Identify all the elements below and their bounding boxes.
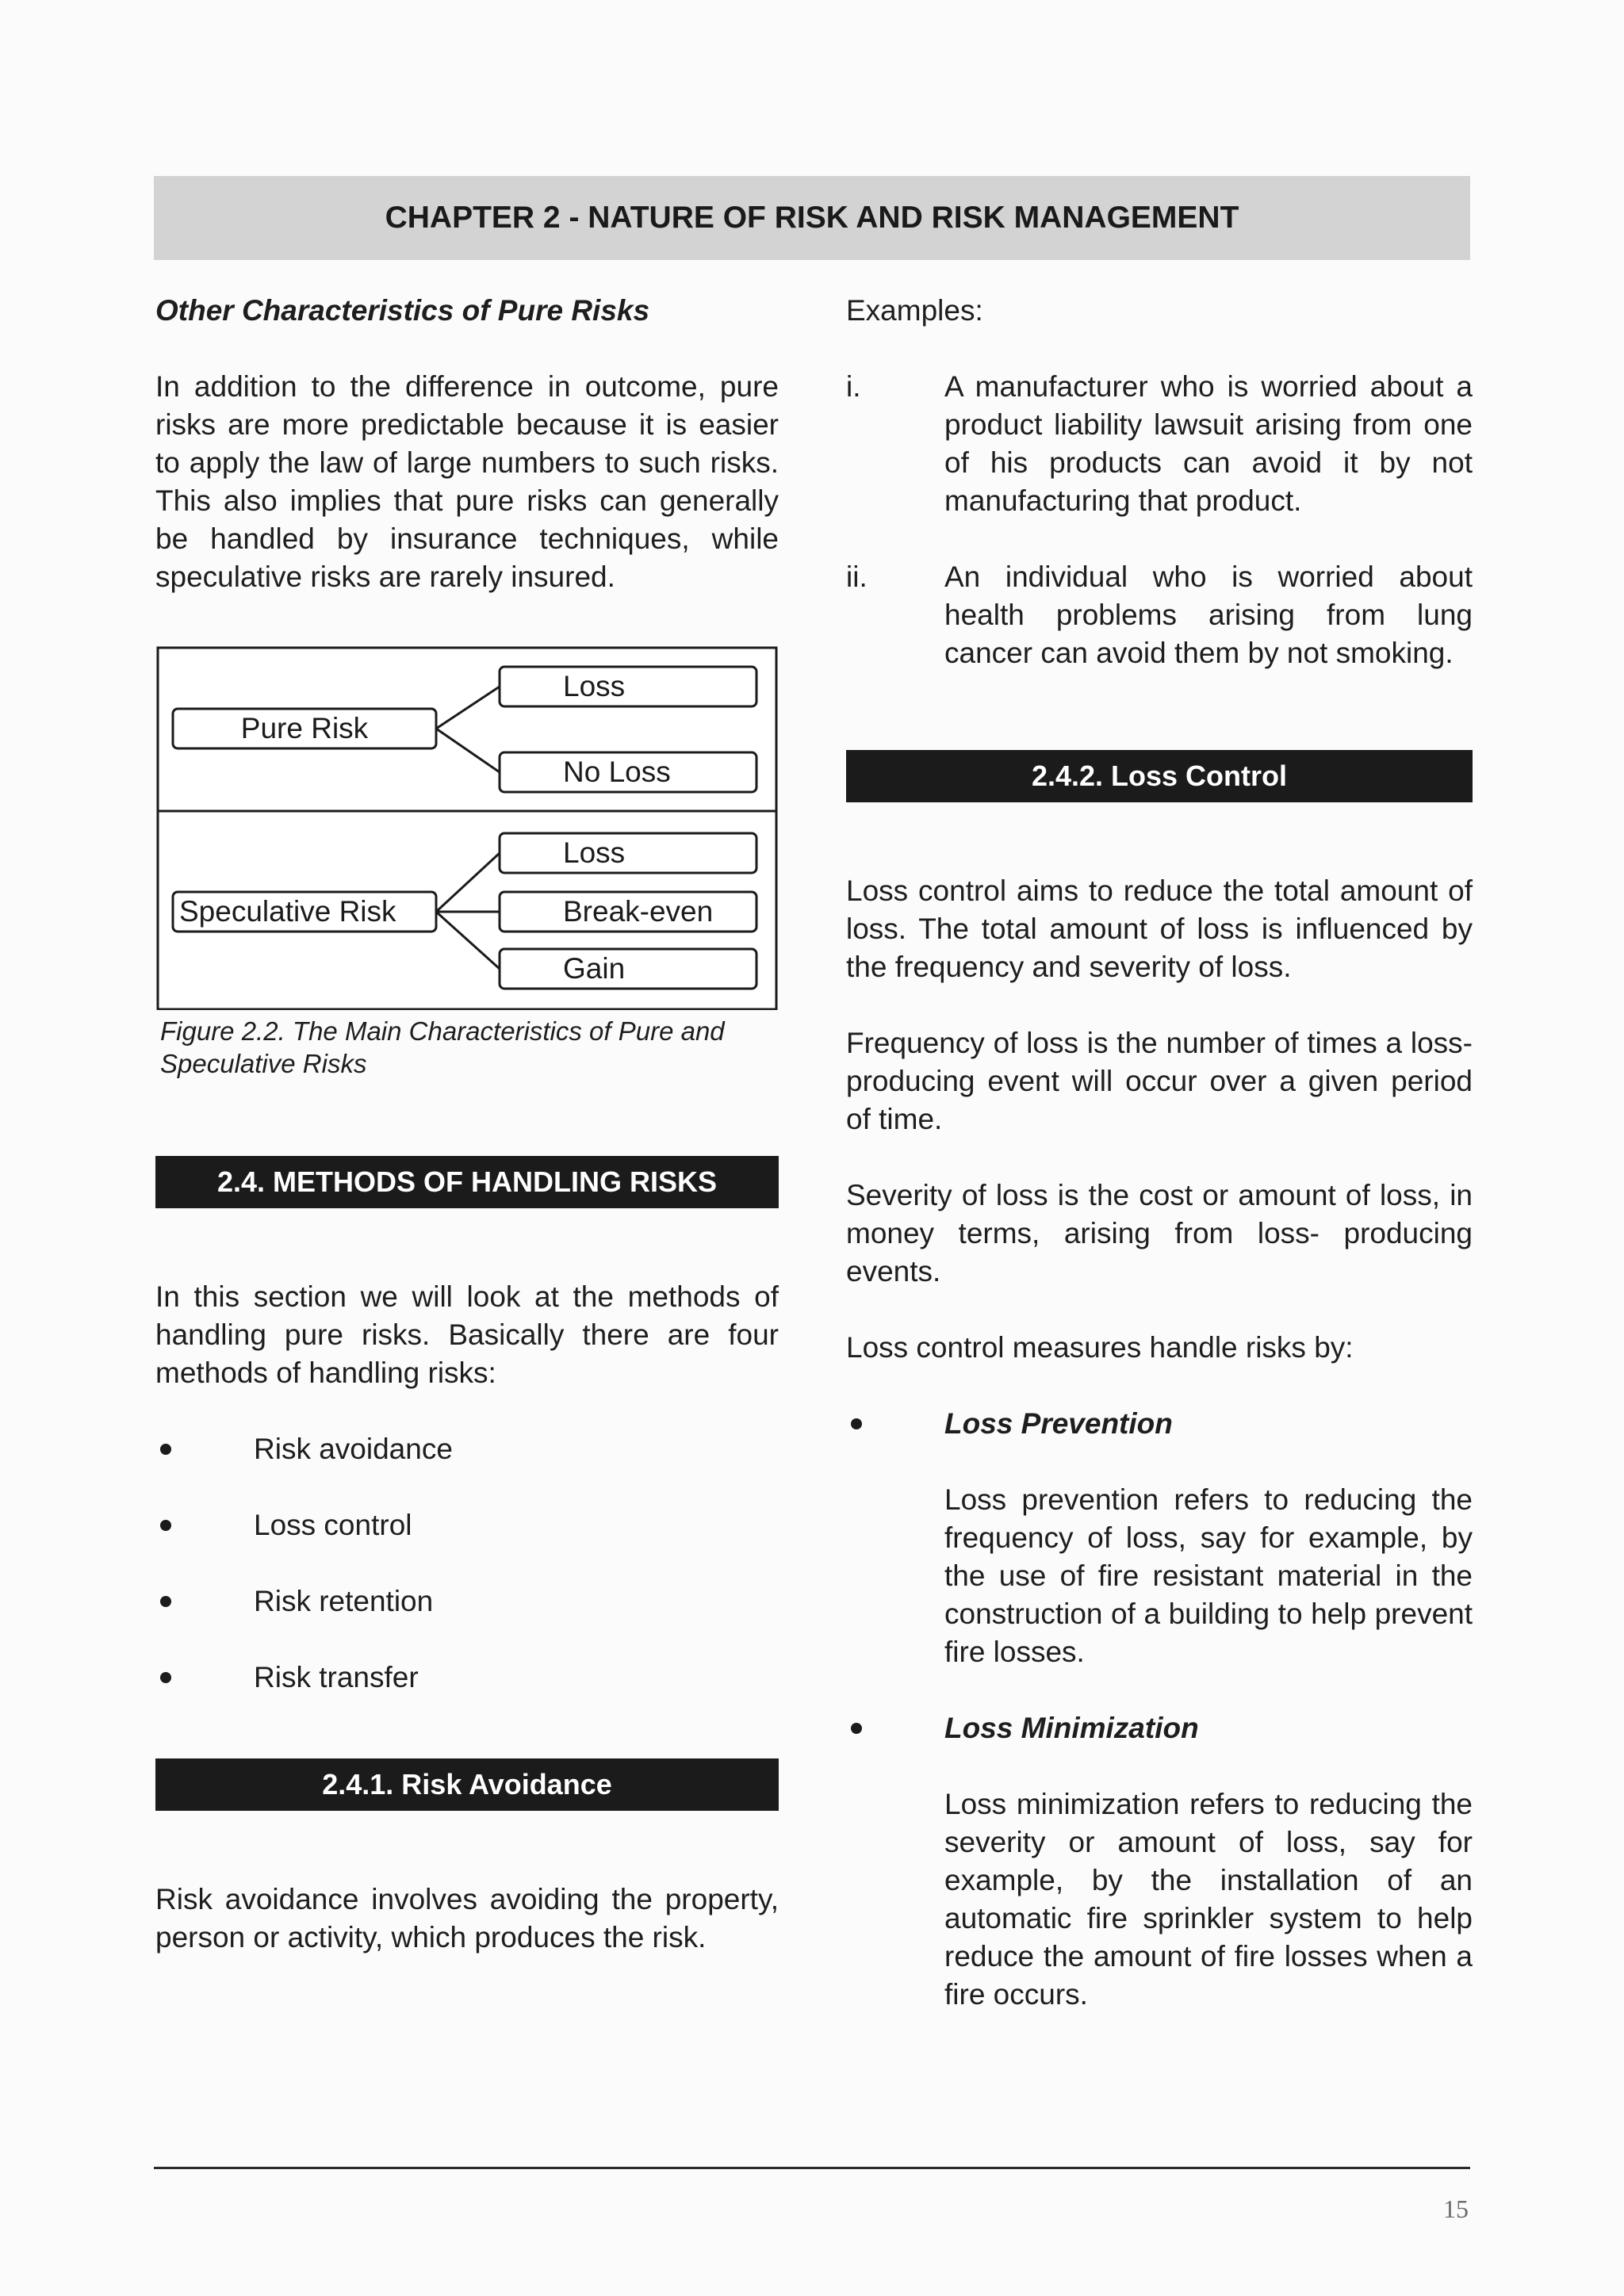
example-number: i.	[846, 370, 861, 403]
bullet-icon	[160, 1444, 171, 1455]
left-column	[155, 292, 779, 1957]
example-text: A manufacturer who is worried about a product liability lawsuit arising from one of his products can avoid it by not manufacturing that product.	[944, 370, 1473, 517]
method-label: Risk transfer	[254, 1661, 419, 1693]
method-label: Risk retention	[254, 1585, 434, 1617]
loss-prevention-title: Loss Prevention	[944, 1407, 1173, 1440]
section-heading-risk-avoidance-text: 2.4.1. Risk Avoidance	[322, 1768, 612, 1800]
risk-avoidance-paragraph: Risk avoidance involves avoiding the property, person or activity, which produces the risk.	[155, 1883, 779, 1954]
loss-prevention-item	[846, 1405, 1473, 1443]
loss-minimization-title: Loss Minimization	[944, 1712, 1199, 1744]
example-text: An individual who is worried about health problems arising from lung cancer can avoid them by not smoking.	[944, 561, 1473, 669]
speculative-risk-label: Speculative Risk	[179, 895, 396, 928]
method-label: Loss control	[254, 1509, 412, 1541]
chapter-title: CHAPTER 2 - NATURE OF RISK AND RISK MANAGEMENT	[385, 201, 1239, 235]
bullet-icon	[851, 1418, 862, 1429]
diagram-svg	[155, 645, 779, 1010]
spec-outcome-gain-box	[500, 949, 756, 989]
intro-paragraph: In addition to the difference in outcome, pure risks are more predictable because it is easier to apply the law of large numbers to such risks. This also implies that pure risks can generally be handled by insurance techniques, while speculative risks are rarely insured.	[155, 370, 779, 593]
loss-control-paragraph-1: Loss control aims to reduce the total amount of loss. The total amount of loss is influenced by the frequency and severity of loss.	[846, 874, 1473, 983]
examples-label: Examples:	[846, 294, 983, 327]
figure-caption: Figure 2.2. The Main Characteristics of Pure and Speculative Risks	[160, 1016, 725, 1078]
risk-characteristics-diagram	[155, 645, 779, 1010]
pure-risk-label: Pure Risk	[240, 712, 369, 744]
section-heading-methods	[155, 1156, 779, 1208]
loss-control-paragraph-2: Frequency of loss is the number of times a loss-producing event will occur over a given period of time.	[846, 1027, 1473, 1135]
spec-outcome-gain: Gain	[563, 952, 626, 985]
methods-intro: In this section we will look at the methods of handling pure risks. Basically there are four methods of handling risks:	[155, 1280, 779, 1389]
loss-control-paragraph-4: Loss control measures handle risks by:	[846, 1331, 1354, 1364]
bullet-icon	[851, 1723, 862, 1734]
loss-minimization-item	[846, 1709, 1473, 1747]
spec-outcome-loss-box	[500, 833, 756, 873]
section-heading-loss-control	[846, 750, 1473, 802]
bullet-icon	[160, 1672, 171, 1683]
right-column	[846, 292, 1473, 2014]
footer-rule	[154, 2167, 1470, 2169]
example-item	[846, 558, 1473, 672]
example-item	[846, 368, 1473, 520]
method-label: Risk avoidance	[254, 1433, 453, 1465]
section-heading-loss-control-text: 2.4.2. Loss Control	[1031, 760, 1288, 792]
section-heading-methods-text: 2.4. METHODS OF HANDLING RISKS	[216, 1165, 718, 1198]
spec-outcome-loss: Loss	[563, 836, 626, 869]
bullet-icon	[160, 1520, 171, 1531]
pure-outcome-loss: Loss	[563, 670, 626, 702]
loss-control-paragraph-3: Severity of loss is the cost or amount of loss, in money terms, arising from loss- producing events.	[846, 1179, 1473, 1288]
loss-minimization-text: Loss minimization refers to reducing the severity or amount of loss, say for example, by the installation of an automatic fire sprinkler system to help reduce the amount of fire losses when a fire occurs.	[944, 1788, 1473, 2011]
method-item	[155, 1659, 779, 1697]
spec-outcome-breakeven: Break-even	[563, 895, 714, 928]
method-item	[155, 1430, 779, 1468]
page-number: 15	[1443, 2195, 1469, 2223]
pure-outcome-loss-box	[500, 667, 756, 706]
method-item	[155, 1582, 779, 1621]
pure-outcome-noloss: No Loss	[563, 756, 671, 788]
loss-prevention-text: Loss prevention refers to reducing the frequency of loss, say for example, by the use of fire resistant material in the construction of a building to help prevent fire losses.	[944, 1483, 1473, 1668]
chapter-title-bar	[154, 176, 1470, 260]
section-heading-risk-avoidance	[155, 1758, 779, 1811]
method-item	[155, 1506, 779, 1544]
subheading-pure-risks: Other Characteristics of Pure Risks	[155, 294, 650, 327]
example-number: ii.	[846, 561, 868, 593]
bullet-icon	[160, 1596, 171, 1607]
